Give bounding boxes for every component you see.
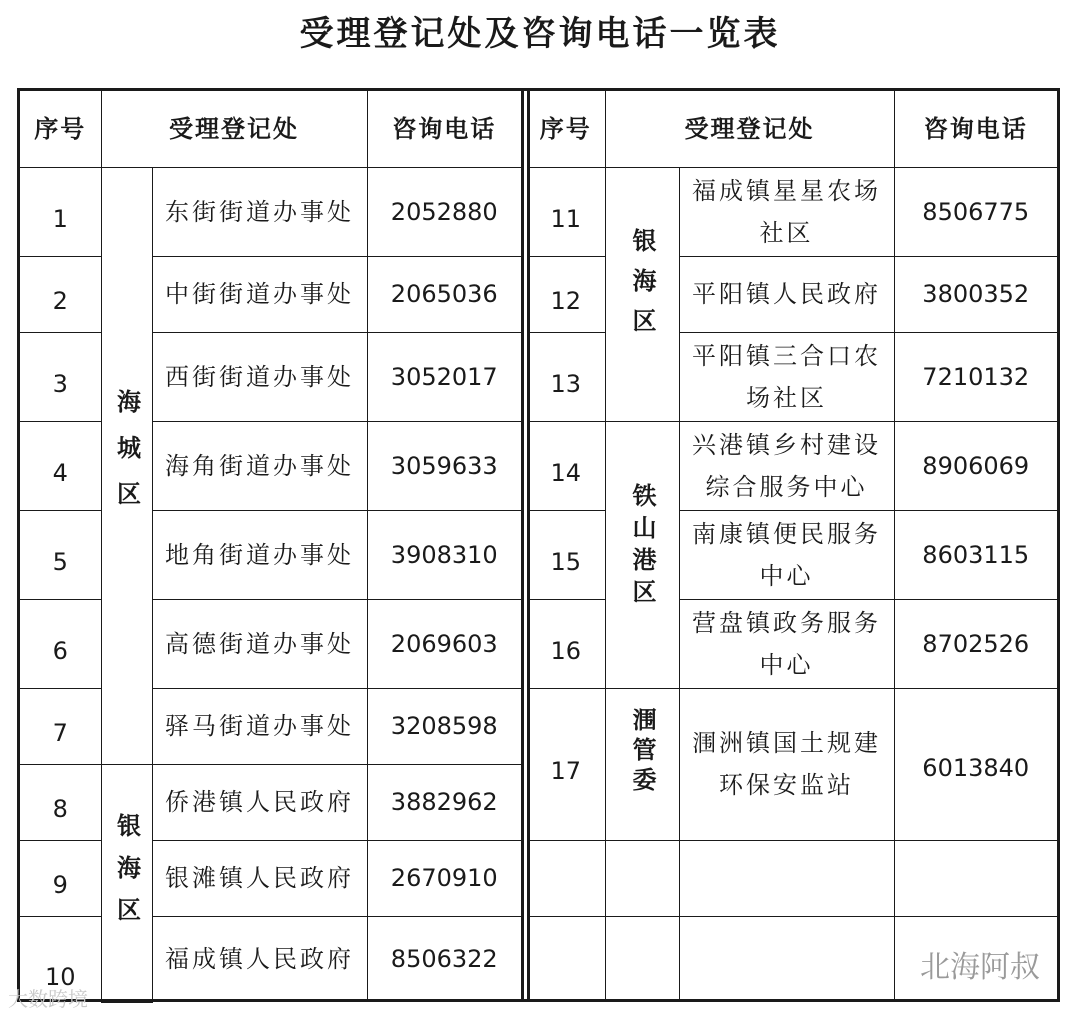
district-label: 涠管委 [628, 706, 656, 797]
office-cell: 中街街道办事处 [152, 256, 367, 332]
office-line-1: 平阳镇三合口农 [692, 341, 881, 370]
empty-cell [605, 840, 679, 916]
office-line-1: 兴港镇乡村建设 [692, 430, 881, 459]
seq-cell: 16 [527, 599, 605, 688]
office-cell: 高德街道办事处 [152, 599, 367, 688]
phone-cell: 2065036 [367, 256, 521, 332]
office-line-1: 营盘镇政务服务 [692, 608, 881, 637]
office-line-1: 福成镇星星农场 [692, 176, 881, 205]
office-line-2: 中心 [759, 650, 814, 679]
phone-cell: 8506775 [894, 167, 1057, 256]
phone-cell: 8506322 [367, 916, 521, 1002]
seq-cell: 8 [20, 764, 101, 840]
table-row [20, 167, 521, 256]
seq-cell: 7 [20, 688, 101, 764]
phone-cell: 2052880 [367, 167, 521, 256]
header-phone: 咨询电话 [894, 91, 1057, 167]
header-office: 受理登记处 [101, 91, 367, 167]
office-cell [679, 256, 894, 332]
phone-cell: 3882962 [367, 764, 521, 840]
directory-table [17, 88, 1060, 1002]
empty-cell [527, 916, 605, 1002]
office-line-2: 环保安监站 [719, 771, 854, 799]
phone-cell: 3908310 [367, 510, 521, 599]
phone-cell: 7210132 [894, 332, 1057, 421]
author-watermark: 北海阿叔 [920, 950, 1040, 985]
table-row [527, 421, 1057, 510]
header-seq: 序号 [527, 91, 605, 167]
district-label: 银海区 [628, 227, 656, 348]
empty-cell [894, 840, 1057, 916]
office-cell [679, 510, 894, 599]
empty-cell [679, 840, 894, 916]
table-row [527, 688, 1057, 840]
seq-cell: 9 [20, 840, 101, 916]
table-row [20, 916, 521, 1002]
office-line-2: 中心 [759, 561, 814, 590]
seq-cell: 4 [20, 421, 101, 510]
header-phone: 咨询电话 [367, 91, 521, 167]
district-weiguanwei [605, 688, 679, 840]
office-line-1: 涠洲镇国土规建 [692, 729, 881, 757]
district-yinhai [101, 764, 152, 1002]
phone-cell: 8906069 [894, 421, 1057, 510]
phone-cell: 8603115 [894, 510, 1057, 599]
phone-cell: 2069603 [367, 599, 521, 688]
seq-cell: 3 [20, 332, 101, 421]
office-line-2: 场社区 [746, 383, 827, 412]
left-table [20, 91, 521, 999]
table-row [20, 421, 521, 510]
office-cell [679, 167, 894, 256]
table-row [20, 599, 521, 688]
header-row [20, 91, 521, 167]
office-cell: 地角街道办事处 [152, 510, 367, 599]
phone-cell: 3800352 [894, 256, 1057, 332]
seq-cell: 17 [527, 688, 605, 840]
header-office: 受理登记处 [605, 91, 894, 167]
right-table [527, 91, 1057, 999]
seq-cell: 5 [20, 510, 101, 599]
office-cell [679, 332, 894, 421]
phone-cell: 3208598 [367, 688, 521, 764]
office-cell [679, 688, 894, 840]
office-line-2: 社区 [759, 218, 814, 247]
district-yinhai [605, 167, 679, 421]
page-title: 受理登记处及咨询电话一览表 [299, 14, 781, 54]
table-row [20, 840, 521, 916]
empty-row [527, 840, 1057, 916]
source-watermark: 大数跨境 [8, 987, 88, 1011]
office-cell: 海角街道办事处 [152, 421, 367, 510]
table-row [527, 167, 1057, 256]
office-cell: 东街街道办事处 [152, 167, 367, 256]
table-row [20, 332, 521, 421]
seq-cell: 15 [527, 510, 605, 599]
phone-cell: 3059633 [367, 421, 521, 510]
office-line-1: 南康镇便民服务 [692, 519, 881, 548]
office-cell: 西街街道办事处 [152, 332, 367, 421]
office-cell [679, 421, 894, 510]
district-label: 银海区 [112, 812, 141, 939]
office-line-2: 综合服务中心 [705, 472, 868, 501]
empty-cell [679, 916, 894, 1002]
district-label: 海城区 [112, 389, 141, 527]
office-cell: 福成镇人民政府 [152, 916, 367, 1002]
phone-cell: 2670910 [367, 840, 521, 916]
office-line-1: 平阳镇人民政府 [692, 280, 881, 308]
office-cell: 银滩镇人民政府 [152, 840, 367, 916]
seq-cell: 13 [527, 332, 605, 421]
seq-cell: 14 [527, 421, 605, 510]
district-label: 铁山港区 [628, 483, 656, 611]
seq-cell: 1 [20, 167, 101, 256]
seq-cell: 12 [527, 256, 605, 332]
office-cell: 侨港镇人民政府 [152, 764, 367, 840]
office-cell: 驿马街道办事处 [152, 688, 367, 764]
header-row [527, 91, 1057, 167]
seq-cell: 11 [527, 167, 605, 256]
seq-cell: 2 [20, 256, 101, 332]
table-row [20, 510, 521, 599]
district-tieshangang [605, 421, 679, 688]
district-haicheng [101, 167, 152, 764]
phone-cell: 8702526 [894, 599, 1057, 688]
seq-cell: 10 [20, 916, 101, 1002]
seq-cell: 6 [20, 599, 101, 688]
phone-cell: 3052017 [367, 332, 521, 421]
empty-cell [527, 840, 605, 916]
office-cell [679, 599, 894, 688]
table-row [20, 688, 521, 764]
empty-cell [605, 916, 679, 1002]
table-row [20, 764, 521, 840]
phone-cell: 6013840 [894, 688, 1057, 840]
header-seq: 序号 [20, 91, 101, 167]
table-row [20, 256, 521, 332]
